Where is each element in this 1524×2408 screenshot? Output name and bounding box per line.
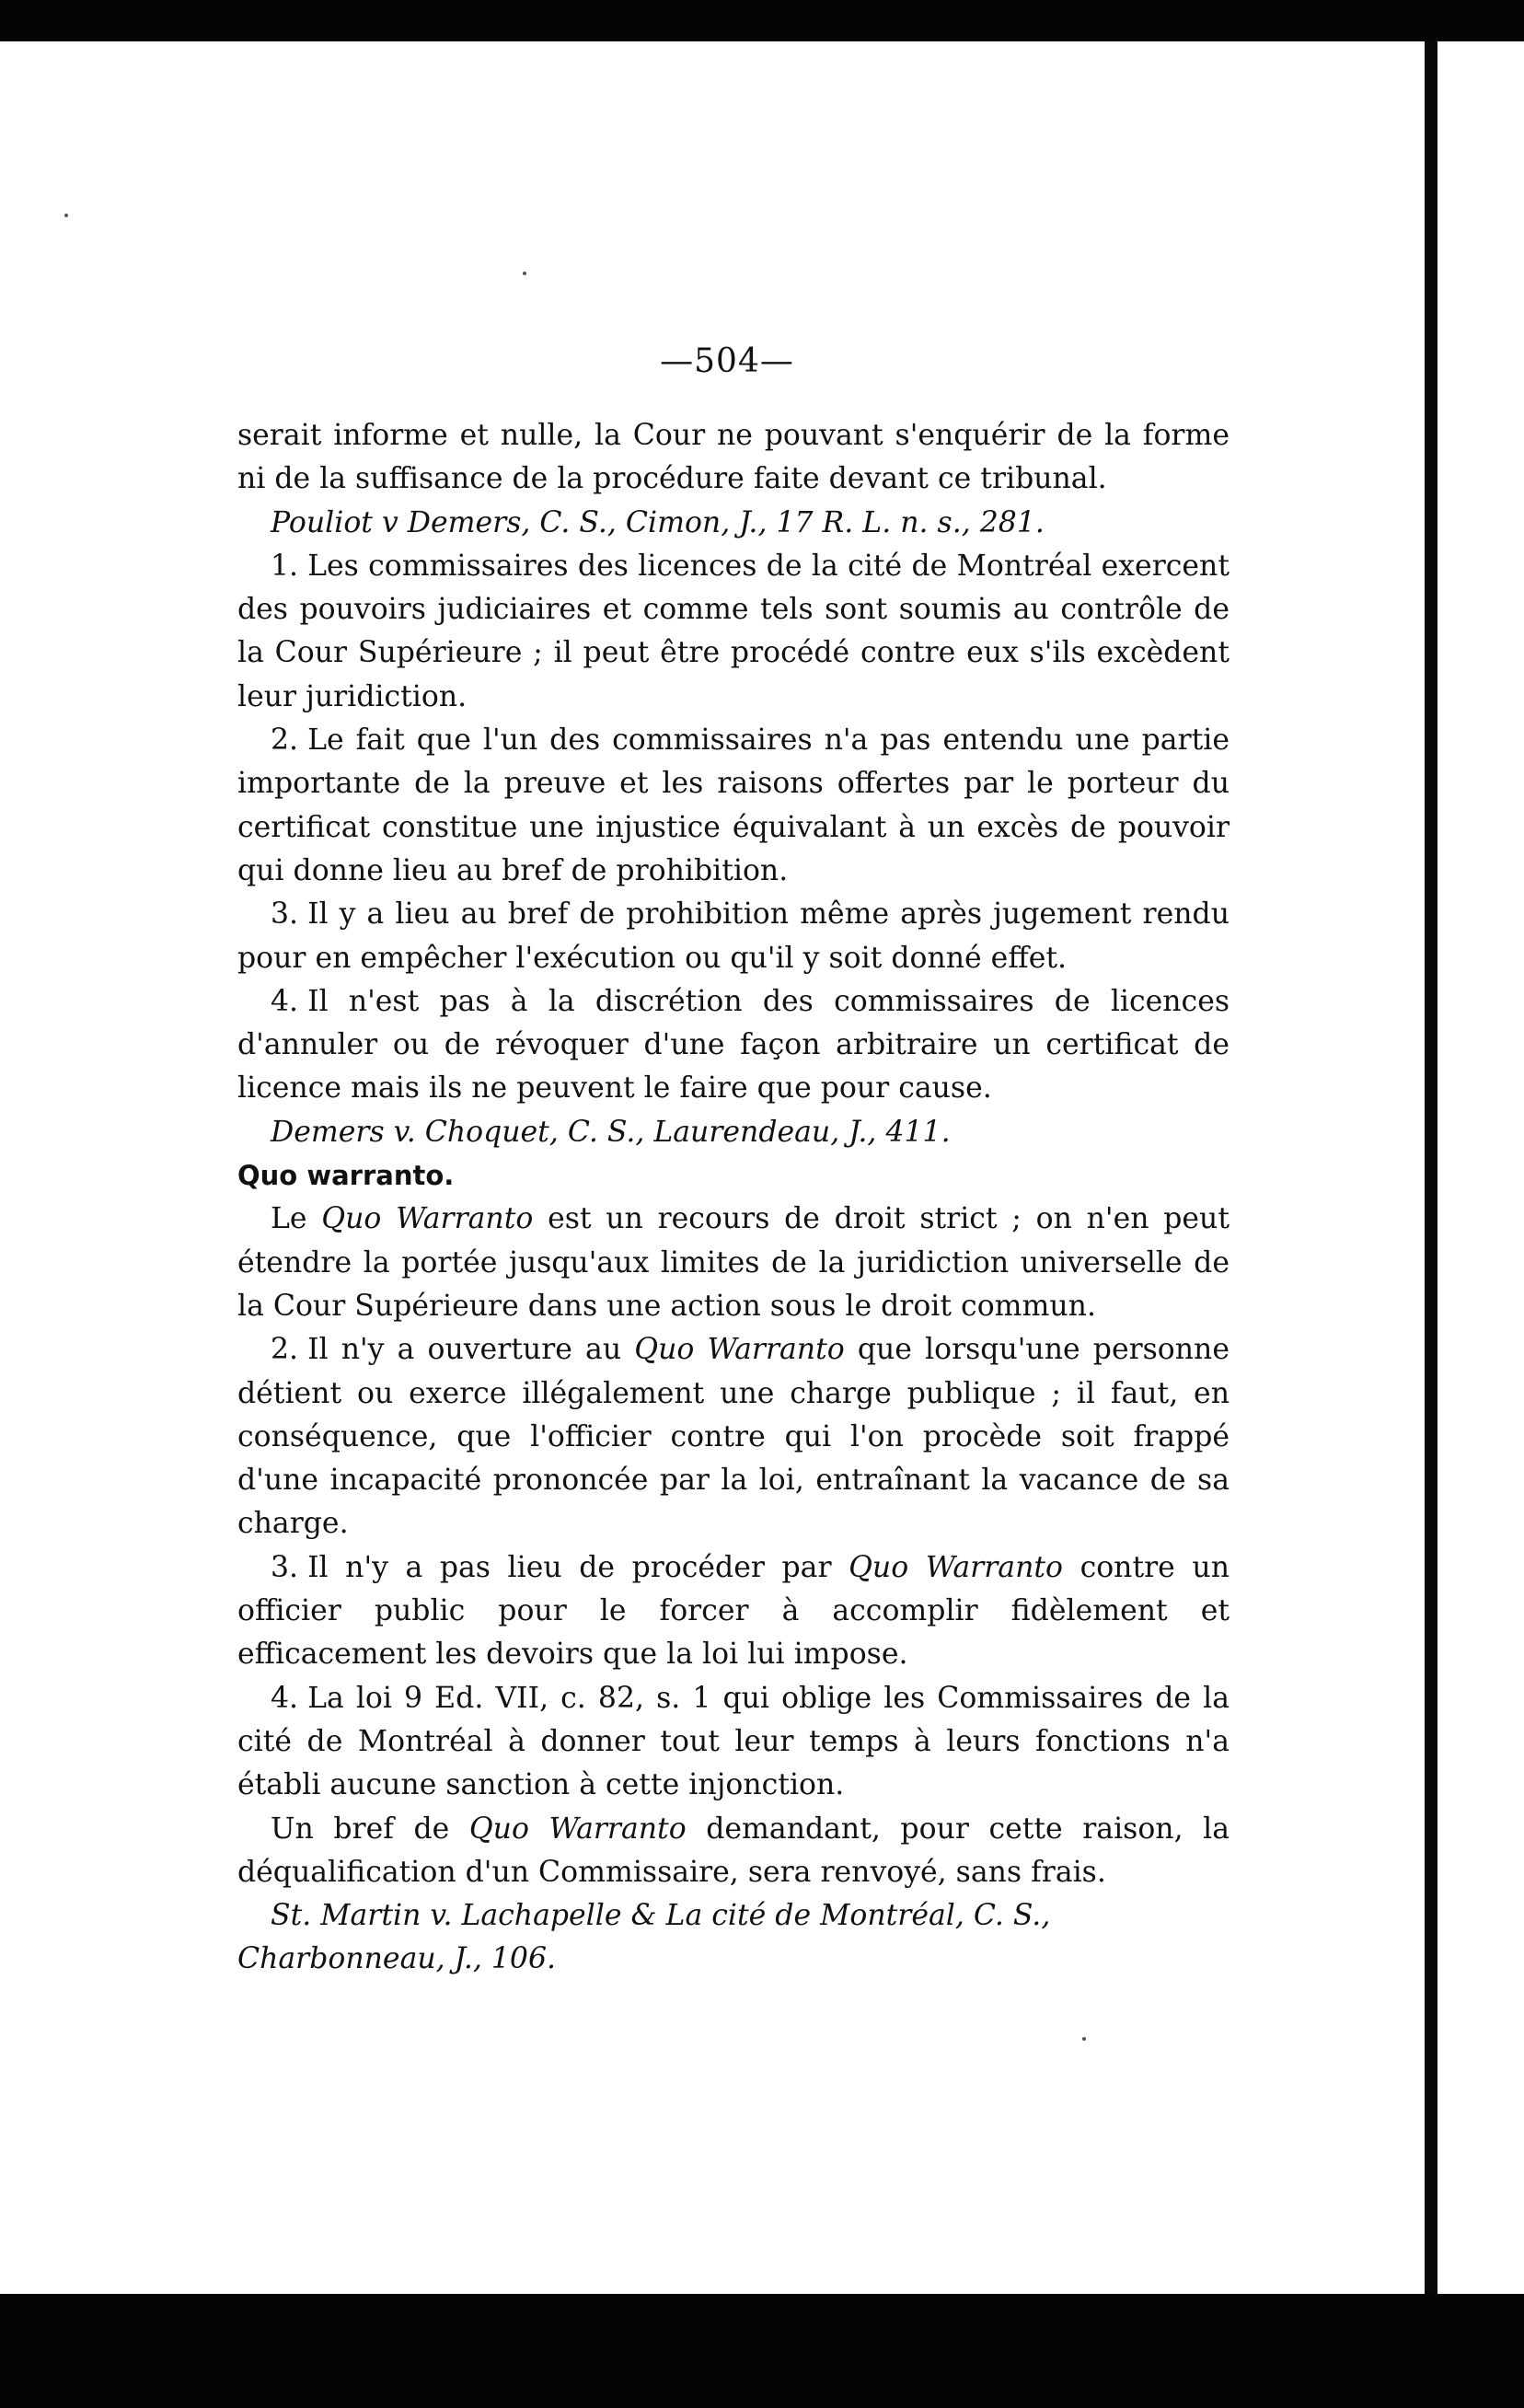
paragraph-text: La loi 9 Ed. VII, c. 82, s. 1 qui oblige les Commissaires de la cité de Montréal à donner tout leur temps à leurs fonctions n'a établi aucune sanction à cette injonction. [237, 1681, 1230, 1802]
paragraph-continuation: serait informe et nulle, la Cour ne pouvant s'enquérir de la forme ni de la suffisance de la procédure faite devant ce tribunal. [237, 419, 1230, 496]
paragraph [237, 1808, 1230, 1895]
numbered-paragraph [237, 1546, 1230, 1677]
latin-term: Quo Warranto [321, 1202, 534, 1236]
paragraph-number: 2. [271, 724, 299, 758]
numbered-paragraph [237, 719, 1230, 893]
numbered-paragraph [237, 893, 1230, 980]
numbered-paragraph [237, 1328, 1230, 1546]
paragraph-text: est un recours de droit strict ; on n'en peut étendre la portée jusqu'aux limites de la juridiction universelle de la Cour Supérieure dans une action sous le droit commun. [237, 1202, 1230, 1323]
latin-term: Quo Warranto [634, 1333, 845, 1367]
paragraph-text: Les commissaires des licences de la cité de Montréal exercent des pouvoirs judiciaires et comme tels sont soumis au contrôle de la Cour Supérieure ; il peut être procédé contre eux s'ils excèdent leur juridiction. [237, 549, 1230, 713]
paragraph-text: Un bref de [271, 1812, 469, 1846]
latin-term: Quo Warranto [849, 1550, 1063, 1584]
case-citation: Pouliot v Demers, C. S., Cimon, J., 17 R. L. n. s., 281. [271, 505, 1045, 539]
numbered-paragraph [237, 1677, 1230, 1808]
page-number: —504— [660, 342, 794, 380]
scan-speck [1082, 2037, 1086, 2041]
paragraph-text: Il y a lieu au bref de prohibition même après jugement rendu pour en empêcher l'exécution ou qu'il y soit donné effet. [237, 897, 1230, 975]
paragraph-text: Il n'y a ouverture au [307, 1333, 635, 1367]
paragraph-number: 3. [271, 897, 299, 932]
case-citation: Demers v. Choquet, C. S., Laurendeau, J., 411. [271, 1115, 951, 1149]
paragraph [237, 1198, 1230, 1328]
latin-term: Quo Warranto [468, 1812, 687, 1846]
paragraph-text: Le [271, 1202, 322, 1236]
paragraph-number: 3. [271, 1550, 299, 1584]
paragraph-text: Il n'y a pas lieu de procéder par [307, 1550, 849, 1584]
paragraph-text: que lorsqu'une personne détient ou exerce illégalement une charge publique ; il faut, en conséquence, que l'officier contre qui l'on procède soit frappé d'une incapacité prononcée par la loi, entraînant la vacance de sa charge. [237, 1333, 1230, 1541]
paragraph-text: Le fait que l'un des commissaires n'a pas entendu une partie importante de la preuve et les raisons offertes par le porteur du certificat constitue une injustice équivalant à un excès de pouvoir qui donne lieu au bref de prohibition. [237, 724, 1230, 887]
paragraph-text: demandant, pour cette raison, la déqualification d'un Commissaire, sera renvoyé, sans frais. [237, 1812, 1230, 1889]
paragraph-number: 4. [271, 1681, 299, 1715]
case-citation: St. Martin v. Lachapelle & La cité de Montréal, C. S., Charbonneau, J., 106. [237, 1899, 1051, 1976]
scan-speck [523, 272, 526, 275]
page-body [237, 414, 1230, 1982]
paragraph-text: Il n'est pas à la discrétion des commissaires de licences d'annuler ou de révoquer d'une façon arbitraire un certificat de licence mais ils ne peuvent le faire que pour cause. [237, 984, 1230, 1106]
numbered-paragraph [237, 980, 1230, 1111]
paragraph-number: 4. [271, 984, 299, 1018]
scan-speck [64, 214, 68, 217]
paragraph-text: contre un officier public pour le forcer à accomplir fidèlement et efficacement les devoirs que la loi lui impose. [237, 1550, 1230, 1672]
scan-top-border [0, 0, 1524, 41]
paragraph-number: 2. [271, 1333, 299, 1367]
section-heading: Quo warranto. [237, 1160, 455, 1192]
numbered-paragraph [237, 545, 1230, 719]
paragraph-number: 1. [271, 549, 299, 583]
scan-bottom-border [0, 2294, 1524, 2408]
